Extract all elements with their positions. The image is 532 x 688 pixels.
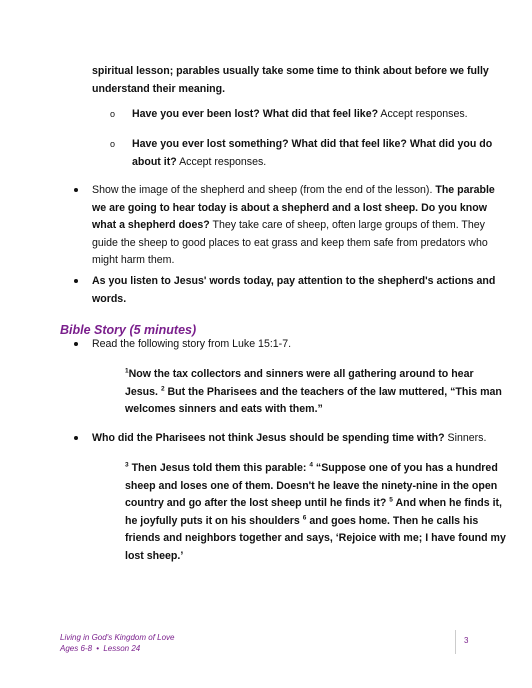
- scripture-text: he joyfully puts it on his shoulders: [125, 514, 303, 527]
- bullet-shepherd-image: [92, 182, 495, 270]
- sub-question-1: [110, 106, 468, 124]
- bullet-pharisees-question: [92, 430, 486, 448]
- age-range: Ages 6-8: [60, 644, 93, 653]
- sub-bullet-marker: o: [110, 139, 116, 149]
- question-text: we are going to hear today is about a shepherd and a lost sheep. Do you know: [92, 201, 487, 214]
- scripture-text: and goes home. Then he calls his: [306, 514, 479, 527]
- verse-number: 4: [309, 461, 313, 469]
- scripture-passage-2: [125, 460, 506, 566]
- bullet-read-story: [92, 336, 291, 354]
- prompt-line: words.: [92, 292, 127, 305]
- intro-paragraph: [92, 63, 489, 98]
- instruction-text: Read the following story from Luke 15:1-7.: [92, 338, 292, 350]
- scripture-text: Then Jesus told them this parable:: [128, 462, 310, 474]
- verse-number: 1: [125, 367, 129, 375]
- question-text: about it?: [132, 155, 177, 168]
- instruction-text: guide the sheep to good places to eat grass and keep them safe from predators who: [92, 236, 488, 249]
- bullet-listen-prompt: [92, 273, 495, 308]
- verse-number: 5: [389, 496, 393, 504]
- verse-number: 2: [160, 385, 165, 393]
- bullet-dot: [74, 279, 78, 283]
- instruction-text: Accept responses.: [176, 155, 267, 168]
- prompt-line: As you listen to Jesus' words today, pay attention to the shepherd's actions and: [92, 275, 496, 287]
- instruction-text: Sinners.: [444, 432, 487, 444]
- question-text: Have you ever lost something? What did that feel like? What did you do: [132, 138, 493, 150]
- instruction-text: might harm them.: [92, 254, 175, 267]
- scripture-text: But the Pharisees and the teachers of the law muttered, “This man: [164, 385, 502, 398]
- lesson-number: Lesson 24: [103, 644, 141, 653]
- section-heading: Bible Story (5 minutes): [60, 323, 197, 337]
- footer-separator: •: [96, 644, 100, 653]
- question-text: Who did the Pharisees not think Jesus should be spending time with?: [92, 432, 445, 444]
- scripture-text: friends and neighbors together and says, ‘Rejoice with me; I have found my: [125, 532, 506, 545]
- sub-question-2: [110, 136, 493, 171]
- question-text: The parable: [435, 184, 495, 196]
- bullet-dot: [74, 188, 78, 192]
- question-text: what a shepherd does?: [92, 219, 210, 232]
- scripture-text: welcomes sinners and eats with them.”: [125, 403, 323, 416]
- page-footer: [60, 632, 174, 654]
- lesson-info: [60, 643, 174, 654]
- footer-divider: [455, 630, 456, 654]
- scripture-text: Jesus.: [125, 385, 161, 398]
- intro-line: understand their meaning.: [92, 82, 226, 95]
- verse-number: 6: [302, 514, 307, 522]
- instruction-text: Accept responses.: [378, 108, 468, 120]
- bullet-dot: [74, 436, 78, 440]
- intro-line: spiritual lesson; parables usually take some time to think about before we fully: [92, 65, 489, 77]
- bullet-dot: [74, 342, 78, 346]
- instruction-text: They take care of sheep, often large groups of them. They: [209, 219, 485, 232]
- scripture-text: country and go after the lost sheep until he finds it?: [125, 497, 390, 510]
- sub-bullet-marker: o: [110, 109, 116, 119]
- scripture-text: And when he finds it,: [392, 497, 502, 510]
- scripture-text: lost sheep.’: [125, 549, 184, 562]
- page-number: 3: [464, 636, 469, 645]
- scripture-text: “Suppose one of you has a hundred: [312, 462, 498, 474]
- scripture-text: sheep and loses one of them. Doesn't he leave the ninety-nine in the open: [125, 479, 498, 492]
- curriculum-title: Living in God's Kingdom of Love: [60, 633, 175, 642]
- scripture-passage-1: [125, 366, 502, 419]
- instruction-text: Show the image of the shepherd and sheep (from the end of the lesson).: [92, 184, 436, 196]
- question-text: Have you ever been lost? What did that feel like?: [132, 108, 379, 120]
- verse-number: 3: [125, 461, 129, 469]
- scripture-text: Now the tax collectors and sinners were all gathering around to hear: [128, 368, 474, 380]
